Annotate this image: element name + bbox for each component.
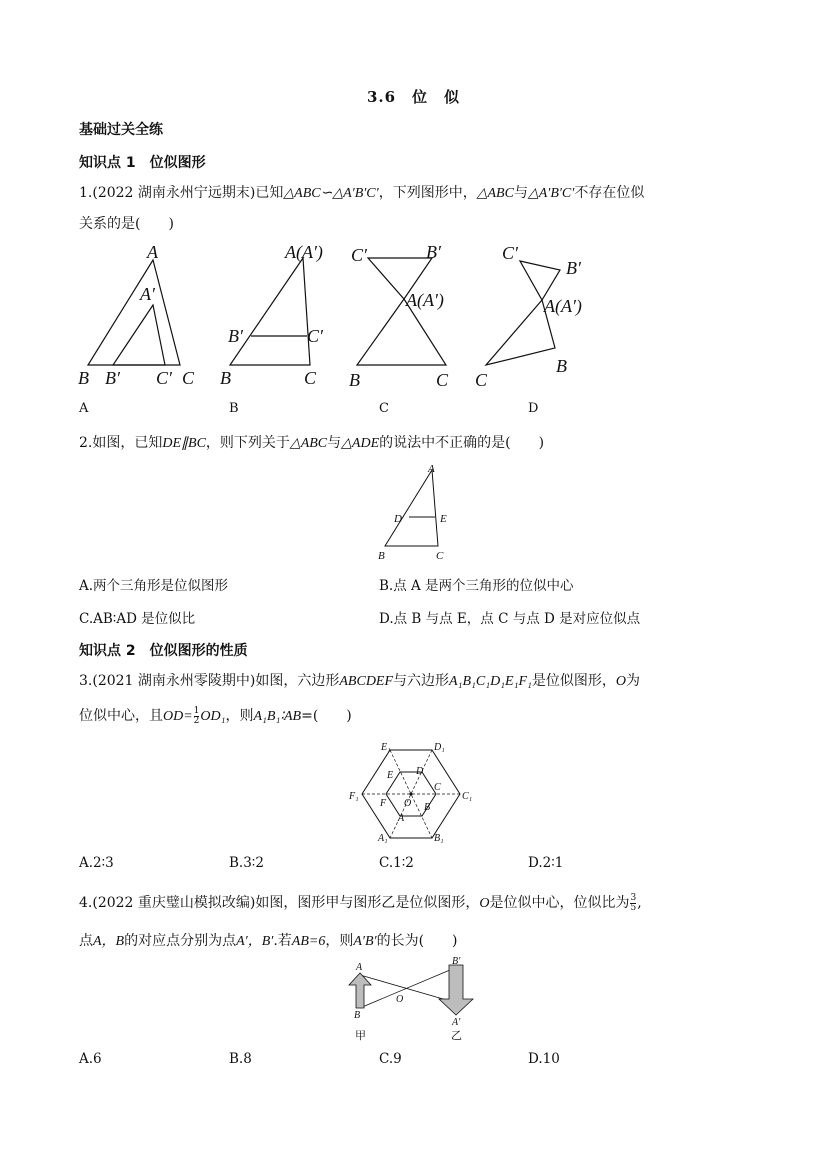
figB-label: B′: [228, 326, 243, 346]
q3-option-a[interactable]: A.2∶3: [79, 855, 114, 871]
q4-ab1: A′B′: [353, 934, 377, 949]
figA-label: A: [147, 242, 158, 262]
q3-option-c[interactable]: C.1∶2: [379, 855, 414, 871]
q3-text: =( ): [301, 708, 352, 724]
q4-text: 是位似中心，位似比为: [489, 895, 630, 911]
q4-points: A，B: [93, 934, 125, 949]
q2-label: B: [378, 550, 385, 562]
q2-text: ，则下列关于: [205, 435, 290, 451]
q4-label: A: [356, 962, 363, 973]
q2-label: A: [428, 463, 435, 475]
q3-fraction: [194, 707, 200, 726]
q4-text: ，则: [325, 933, 354, 949]
q4-option-a[interactable]: A.6: [79, 1051, 102, 1067]
q3-text: 与六边形: [393, 673, 450, 689]
q1-stem-line1: [79, 183, 644, 204]
q2-label: D: [394, 513, 402, 525]
figD-label: B′: [566, 258, 581, 278]
knowledge-point-1: 知识点 1 位似图形: [79, 155, 206, 171]
knowledge-point-2: 知识点 2 位似图形的性质: [79, 643, 248, 659]
q3-hexagon-2: A₁B₁C₁D₁E₁F₁: [449, 674, 532, 689]
figA-inner-triangle: [113, 305, 165, 365]
figD-label: C: [475, 370, 488, 390]
figB-label: A(A′): [285, 242, 323, 262]
q1-text: ，下列图形中，: [378, 185, 477, 201]
q3-hexagon-1: ABCDEF: [339, 674, 394, 689]
q3-label: C: [434, 782, 441, 793]
q4-label-jia: 甲: [355, 1029, 366, 1042]
q3-od: OD=: [163, 709, 193, 724]
q3-center-dot: [410, 793, 413, 796]
q2-option-b[interactable]: B.点 A 是两个三角形的位似中心: [379, 578, 574, 594]
figC-label: B′: [426, 242, 441, 262]
q1-text: 不存在位似: [574, 185, 645, 201]
q3-label: F₁: [349, 791, 359, 802]
q3-label: D: [416, 766, 424, 777]
q2-text: 的说法中不正确的是( ): [379, 435, 545, 451]
q3-label: F: [380, 798, 387, 809]
q4-option-d[interactable]: D.10: [528, 1051, 560, 1067]
figA-label: B′: [105, 368, 120, 388]
q4-points: A′，B′: [236, 934, 274, 949]
q3-label: O: [404, 798, 412, 809]
q2-figure: [370, 460, 460, 564]
figA-label: C: [182, 368, 195, 388]
q4-label-yi: 乙: [451, 1029, 462, 1042]
q4-text: ,: [637, 895, 642, 911]
q2-label: C: [436, 550, 444, 562]
q1-text: 与: [513, 185, 528, 201]
q2-triangle-abc: △ABC: [289, 436, 328, 451]
figA-label: B: [78, 368, 89, 388]
q4-text: 的长为( ): [376, 933, 458, 949]
q3-frac-num: 1: [193, 705, 200, 716]
figD-label: B: [556, 356, 567, 376]
q2-condition: DE∥BC: [162, 436, 206, 451]
q4-fraction: [630, 894, 636, 913]
q3-stem-line2: [79, 706, 352, 727]
q1-similar-triangles: △ABC∽△A′B′C′: [283, 186, 379, 201]
figB-triangle: [230, 258, 310, 365]
q1-figures: [70, 238, 690, 398]
q4-frac-den: 5: [630, 902, 637, 913]
q4-shape-jia: [349, 973, 371, 1008]
q2-option-c[interactable]: C.AB∶AD 是位似比: [79, 611, 196, 627]
q1-caption-a: A: [79, 401, 89, 416]
q4-option-b[interactable]: B.8: [229, 1051, 252, 1067]
q3-option-d[interactable]: D.2∶1: [528, 855, 564, 871]
q1-caption-c: C: [379, 401, 389, 416]
figD-upper-triangle: [520, 261, 560, 300]
q2-stem: [79, 433, 544, 454]
figA-label: A′: [140, 284, 155, 304]
q4-option-c[interactable]: C.9: [379, 1051, 402, 1067]
q1-caption-b: B: [229, 401, 239, 416]
q4-frac-num: 3: [630, 892, 637, 903]
q4-stem-line1: [79, 893, 642, 914]
q2-text: 与: [327, 435, 342, 451]
figA-label: C′: [156, 368, 172, 388]
q3-ratio: A₁B₁∶AB: [253, 709, 302, 724]
q3-od1: OD₁: [200, 709, 226, 724]
figB-label: C: [304, 368, 317, 388]
figB-label: C′: [307, 326, 323, 346]
q2-label: E: [440, 513, 447, 525]
q4-figure: [335, 955, 495, 1045]
figD-label: A(A′): [544, 296, 582, 316]
q2-option-d[interactable]: D.点 B 与点 E，点 C 与点 D 是对应位似点: [379, 611, 641, 627]
q1-triangle-abc: △ABC: [476, 186, 514, 201]
q4-label: B′: [452, 956, 461, 967]
figC-label: A(A′): [406, 290, 444, 310]
q4-label: O: [396, 994, 404, 1005]
q3-text: 为: [626, 673, 641, 689]
q3-text: 是位似图形，: [531, 673, 616, 689]
q1-triangle-a1b1c1: △A′B′C′: [527, 186, 575, 201]
q4-ab: AB=6: [291, 934, 326, 949]
q1-caption-d: D: [528, 401, 539, 416]
figC-label: C: [436, 370, 449, 390]
q3-label: A: [398, 813, 405, 824]
q4-stem-line2: [79, 931, 458, 952]
q3-label: E: [387, 770, 394, 781]
q2-triangle-ade: △ADE: [341, 436, 380, 451]
q3-label: B: [424, 802, 431, 813]
q4-center: O: [479, 896, 490, 911]
q3-text: 位似中心，且: [79, 708, 163, 724]
q3-label: C₁: [462, 791, 473, 802]
figC-label: C′: [351, 245, 367, 265]
q2-option-a[interactable]: A.两个三角形是位似图形: [79, 578, 229, 594]
q3-text: ，则: [225, 708, 254, 724]
q3-text: 3.(2021 湖南永州零陵期中)如图，六边形: [79, 673, 340, 689]
q3-stem-line1: [79, 671, 640, 692]
q4-label: A′: [452, 1017, 461, 1028]
q1-text: 1.(2022 湖南永州宁远期末)已知: [79, 185, 284, 201]
q4-label: B: [354, 1010, 361, 1021]
q2-text: 2.如图，已知: [79, 435, 163, 451]
figA-outer-triangle: [88, 260, 180, 365]
q4-text: 的对应点分别为点: [124, 933, 237, 949]
q3-label: B₁: [434, 833, 444, 844]
q3-center: O: [615, 674, 627, 689]
q3-figure: [340, 738, 490, 848]
q3-label: A₁: [378, 833, 388, 844]
figD-label: C′: [502, 243, 518, 263]
q4-text: 点: [79, 933, 93, 949]
q1-stem-line2: 关系的是( ): [79, 216, 174, 232]
figC-label: B: [349, 370, 360, 390]
page-title: 3.6 位 似: [366, 88, 461, 106]
q4-text: .若: [273, 933, 292, 949]
q3-label: E₁: [381, 742, 391, 753]
section-heading: 基础过关全练: [79, 122, 163, 138]
q2-triangle: [385, 470, 438, 546]
q3-frac-den: 2: [193, 715, 200, 726]
figB-label: B: [220, 368, 231, 388]
q4-text: 4.(2022 重庆璧山模拟改编)如图，图形甲与图形乙是位似图形，: [79, 895, 480, 911]
q3-option-b[interactable]: B.3∶2: [229, 855, 264, 871]
q3-label: D₁: [434, 742, 445, 753]
